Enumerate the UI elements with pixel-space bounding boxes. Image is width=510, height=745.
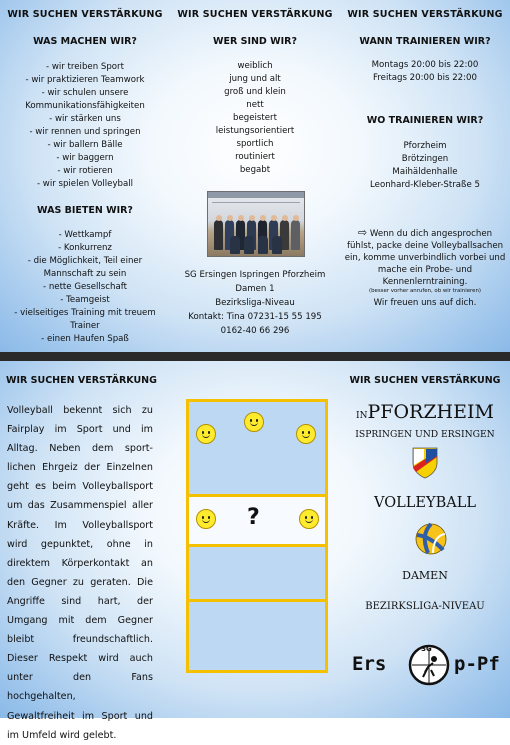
list-item: - wir praktizieren Teamwork: [25, 75, 145, 85]
list-item: Leonhard-Kleber-Straße 5: [370, 180, 480, 190]
list-item: Fairplay im Sport und im: [7, 424, 153, 436]
list-item: Volleyball bekennt sich zu: [7, 405, 153, 416]
pforzheim-crest-icon: [412, 447, 438, 479]
list-item: Damen 1: [235, 284, 275, 294]
activities-list: [0, 61, 170, 191]
column-header: WIR SUCHEN VERSTÄRKUNG: [347, 9, 503, 20]
list-item: weiblich: [237, 61, 273, 71]
section-title-where: WO TRAINIEREN WIR?: [366, 115, 484, 126]
flyer-outside-panel: [0, 361, 510, 741]
list-item: - die Möglichkeit, Teil einer: [27, 256, 143, 266]
section-title-who-we-are: WER SIND WIR?: [213, 36, 297, 47]
call-ahead-note: (besser vorher anrufen, ob wir trainieren): [369, 288, 481, 294]
section-title-what-we-do: WAS MACHEN WIR?: [33, 36, 137, 47]
list-item: groß und klein: [224, 87, 286, 97]
list-item: - wir rotieren: [57, 166, 113, 176]
list-item: - wir schulen unsere: [41, 88, 129, 98]
court-zone-middle: [189, 547, 325, 599]
smiley-icon: [244, 412, 264, 432]
list-item: - vielseitiges Training mit treuem: [14, 308, 156, 318]
header-left: WIR SUCHEN VERSTÄRKUNG: [6, 375, 157, 386]
list-item: den Gegner zu geraten. Die: [7, 576, 153, 588]
court-zone-back: [189, 602, 325, 670]
list-item: SG Ersingen Ispringen Pforzheim: [184, 270, 326, 280]
list-item: nett: [246, 100, 264, 110]
list-item: bleibt freundschaftlich.: [7, 634, 153, 646]
list-item: begeistert: [233, 113, 277, 123]
subcity-line: ISPRINGEN UND ERSINGEN: [355, 429, 495, 440]
closing-line: Wir freuen uns auf dich.: [373, 298, 477, 308]
list-item: hochgehalten,: [7, 691, 76, 703]
sport-title: VOLLEYBALL: [374, 495, 476, 511]
list-item: Trainer: [70, 321, 100, 331]
list-item: Gewaltfreiheit im Sport und: [7, 710, 153, 722]
club-logo: Ers SG p-Pf: [350, 643, 510, 691]
list-item: - wir ballern Bälle: [47, 140, 123, 150]
list-item: Angriffe sind hart, der: [7, 595, 153, 607]
section-title-when: WANN TRAINIEREN WIR?: [359, 36, 491, 47]
list-item: Kommunikationsfähigkeiten: [25, 101, 145, 111]
offers-list: [0, 229, 170, 346]
city-title: INPFORZHEIM: [356, 401, 494, 423]
column-who-we-are: [170, 0, 340, 352]
fairplay-paragraph: [7, 401, 153, 745]
smiley-icon: [196, 424, 216, 444]
list-item: routiniert: [235, 152, 275, 162]
list-item: Pforzheim: [403, 141, 447, 151]
list-item: Dieser Respekt wird auch: [7, 653, 153, 665]
list-item: - Wettkampf: [58, 230, 112, 240]
column-when-where: [340, 0, 510, 352]
list-item: sportlich: [236, 139, 274, 149]
list-item: Bezirksliga-Niveau: [215, 298, 295, 308]
list-item: Kontakt: Tina 07231-15 55 195: [188, 312, 322, 322]
team-contact-info: [170, 268, 340, 338]
flyer-inside-panel: [0, 0, 510, 352]
list-item: im Umfeld wird gelebt.: [7, 729, 117, 741]
list-item: Freitags 20:00 bis 22:00: [373, 73, 477, 83]
list-item: Montags 20:00 bis 22:00: [371, 60, 479, 70]
list-item: - wir spielen Volleyball: [36, 179, 134, 189]
list-item: - wir rennen und springen: [29, 127, 141, 137]
list-item: Maihäldenhalle: [392, 167, 458, 177]
fold-divider: [0, 352, 510, 361]
volleyball-icon: [415, 523, 447, 555]
list-item: lichen Ehrgeiz der Einzelnen: [7, 462, 153, 474]
list-item: direktem Körperkontakt an: [7, 557, 153, 569]
list-item: - Teamgeist: [60, 295, 110, 305]
list-item: Mannschaft zu sein: [43, 269, 127, 279]
list-item: jung und alt: [229, 74, 281, 84]
smiley-icon: [196, 509, 216, 529]
list-item: unter den Fans: [7, 672, 153, 684]
level-title: BEZIRKSLIGA-NIVEAU: [365, 601, 485, 612]
invitation-text: ⇨ Wenn du dich angesprochen fühlst, packe deine Volleyballsachen ein, komme unverbindlich vorbei und mache ein Probe- und Kennenlerntraining.: [344, 226, 506, 287]
question-mark: ?: [247, 505, 260, 530]
training-location: [340, 140, 510, 192]
volleyball-court-graphic: [186, 399, 328, 673]
list-item: 0162-40 66 296: [220, 326, 290, 336]
list-item: um das Zusammenspiel aller: [7, 500, 153, 512]
list-item: Umgang mit dem Gegner: [7, 615, 153, 627]
header-right: WIR SUCHEN VERSTÄRKUNG: [349, 375, 501, 386]
column-header: WIR SUCHEN VERSTÄRKUNG: [7, 9, 163, 20]
list-item: begabt: [239, 165, 271, 175]
list-item: - wir treiben Sport: [46, 62, 124, 72]
smiley-icon: [296, 424, 316, 444]
arrow-icon: ⇨: [357, 226, 368, 239]
section-title-what-we-offer: WAS BIETEN WIR?: [37, 205, 133, 216]
list-item: Alltag. Neben dem sport-: [7, 443, 153, 455]
list-item: Kräfte. Im Volleyballsport: [7, 519, 153, 531]
list-item: - wir stärken uns: [49, 114, 121, 124]
traits-list: [170, 60, 340, 177]
list-item: - wir baggern: [56, 153, 114, 163]
list-item: - Konkurrenz: [58, 243, 112, 253]
list-item: Brötzingen: [401, 154, 449, 164]
list-item: geht es beim Volleyballsport: [7, 481, 153, 493]
training-times: [340, 59, 510, 85]
column-header: WIR SUCHEN VERSTÄRKUNG: [177, 9, 333, 20]
team-photo: [207, 191, 305, 257]
list-item: wird gepunktet, ohne in: [7, 538, 153, 550]
list-item: leistungsorientiert: [215, 126, 295, 136]
list-item: - nette Gesellschaft: [43, 282, 127, 292]
column-what-we-do: [0, 0, 170, 352]
list-item: - einen Haufen Spaß: [41, 334, 129, 344]
smiley-icon: [299, 509, 319, 529]
team-title: DAMEN: [402, 569, 448, 582]
